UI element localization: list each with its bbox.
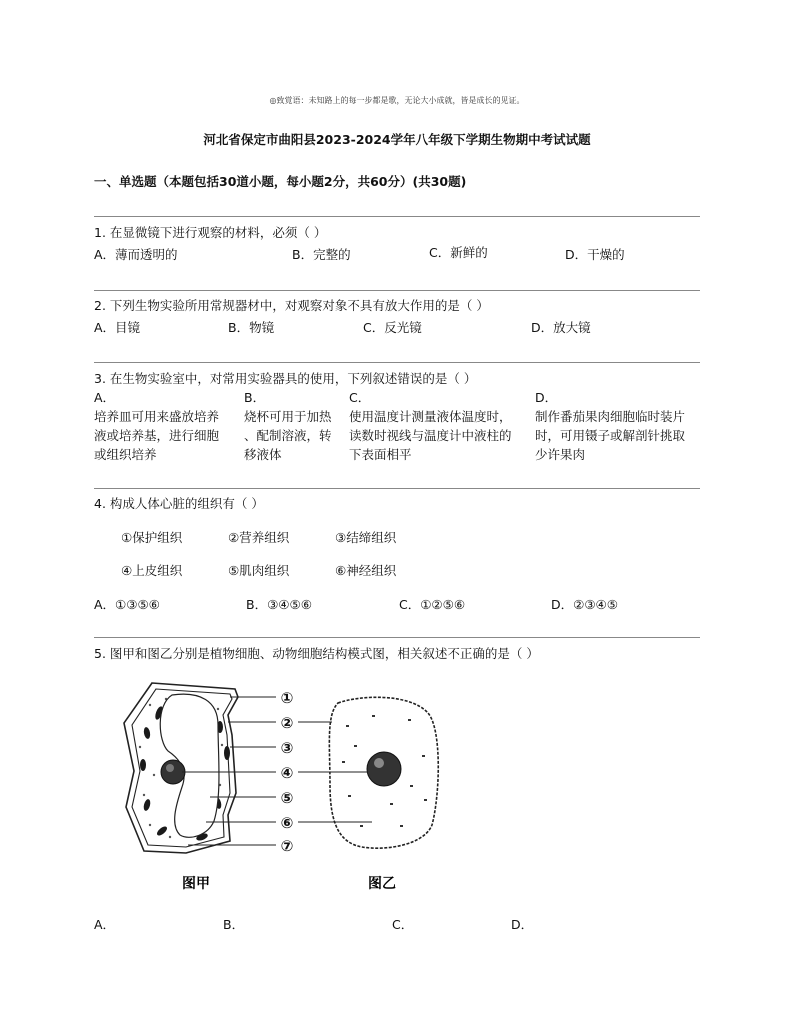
q3-option-a[interactable] — [94, 388, 239, 464]
q5-option-d[interactable]: D． — [511, 917, 534, 932]
q3-option-a-letter: A． — [94, 390, 116, 405]
q4-tissue-item: ③结缔组织 — [335, 530, 397, 545]
question-4-stem: 4. 构成人体心脏的组织有（ ） — [94, 496, 264, 511]
q3-option-d[interactable] — [535, 388, 705, 464]
question-1-stem: 1. 在显微镜下进行观察的材料，必须（ ） — [94, 225, 327, 240]
divider-q1 — [94, 216, 700, 217]
q1-option-a[interactable]: A．薄而透明的 — [94, 247, 178, 262]
q3-option-b-letter: B． — [244, 390, 266, 405]
q3-option-d-letter: D． — [535, 390, 558, 405]
q4-tissue-item: ⑤肌肉组织 — [228, 563, 290, 578]
section-heading: 一、单选题（本题包括30道小题，每小题2分，共60分）(共30题) — [94, 174, 467, 189]
q1-option-b[interactable]: B．完整的 — [292, 247, 351, 262]
q2-option-b[interactable]: B．物镜 — [228, 320, 275, 335]
figure-label: ① — [280, 689, 294, 707]
figure-label: ② — [280, 714, 294, 732]
q3-option-a-line: 或组织培养 — [94, 447, 157, 462]
q4-tissue-item: ④上皮组织 — [121, 563, 183, 578]
q3-option-b-line: 烧杯可用于加热 — [244, 409, 332, 424]
q3-option-b[interactable] — [244, 388, 349, 464]
q2-option-c[interactable]: C．反光镜 — [363, 320, 422, 335]
cell-structure-figure — [110, 675, 450, 895]
q3-option-b-line: 移液体 — [244, 447, 282, 462]
figure-label: ③ — [280, 739, 294, 757]
question-2-stem: 2. 下列生物实验所用常规器材中，对观察对象不具有放大作用的是（ ） — [94, 298, 489, 313]
q3-option-a-line: 培养皿可用来盛放培养 — [94, 409, 220, 424]
plant-cell-diagram — [124, 683, 238, 853]
q3-option-c-line: 使用温度计测量液体温度时， — [349, 409, 512, 424]
q4-option-a[interactable]: A．①③⑤⑥ — [94, 597, 160, 612]
figure-label: ⑥ — [280, 814, 294, 832]
q4-tissue-item: ⑥神经组织 — [335, 563, 397, 578]
q3-option-c-line: 下表面相平 — [349, 447, 412, 462]
figure-label: ⑦ — [280, 837, 294, 855]
question-5-stem: 5. 图甲和图乙分别是植物细胞、动物细胞结构模式图，相关叙述不正确的是（ ） — [94, 646, 539, 661]
q4-option-d[interactable]: D．②③④⑤ — [551, 597, 618, 612]
motto-text: ◎致覚语：未知路上的每一步都是歌，无论大小成就，皆是成长的见证。 — [269, 96, 525, 105]
figure-label: ⑤ — [280, 789, 294, 807]
q5-option-a[interactable]: A． — [94, 917, 116, 932]
q3-option-a-line: 液或培养基，进行细胞 — [94, 428, 220, 443]
figure-caption-left: 图甲 — [182, 876, 210, 892]
q3-option-d-line: 制作番茄果肉细胞临时装片 — [535, 409, 686, 424]
q3-option-c[interactable] — [349, 388, 529, 464]
page-title: 河北省保定市曲阳县2023-2024学年八年级下学期生物期中考试试题 — [203, 132, 591, 147]
q3-option-c-letter: C． — [349, 390, 371, 405]
q4-option-b[interactable]: B．③④⑤⑥ — [246, 597, 312, 612]
q4-tissue-item: ②营养组织 — [228, 530, 290, 545]
divider-q2 — [94, 290, 700, 291]
q1-option-c[interactable]: C．新鲜的 — [429, 245, 488, 260]
q3-option-c-line: 读数时视线与温度计中液柱的 — [349, 428, 512, 443]
q5-option-b[interactable]: B． — [223, 917, 245, 932]
animal-cell-diagram — [329, 697, 438, 848]
q1-option-d[interactable]: D．干燥的 — [565, 247, 625, 262]
figure-caption-right: 图乙 — [368, 876, 396, 892]
question-3-stem: 3. 在生物实验室中，对常用实验器具的使用，下列叙述错误的是（ ） — [94, 371, 477, 386]
q3-option-d-line: 少许果肉 — [535, 447, 586, 462]
q3-option-b-line: 、配制溶液，转 — [244, 428, 332, 443]
animal-nucleus — [367, 752, 401, 786]
divider-q4 — [94, 488, 700, 489]
q4-tissue-item: ①保护组织 — [121, 530, 183, 545]
q2-option-d[interactable]: D．放大镜 — [531, 320, 591, 335]
divider-q5 — [94, 637, 700, 638]
figure-label: ④ — [280, 764, 294, 782]
divider-q3 — [94, 362, 700, 363]
q3-option-d-line: 时，可用镊子或解剖针挑取 — [535, 428, 686, 443]
q2-option-a[interactable]: A．目镜 — [94, 320, 141, 335]
plant-nucleus — [161, 760, 185, 784]
q5-option-c[interactable]: C． — [392, 917, 414, 932]
q4-option-c[interactable]: C．①②⑤⑥ — [399, 597, 466, 612]
